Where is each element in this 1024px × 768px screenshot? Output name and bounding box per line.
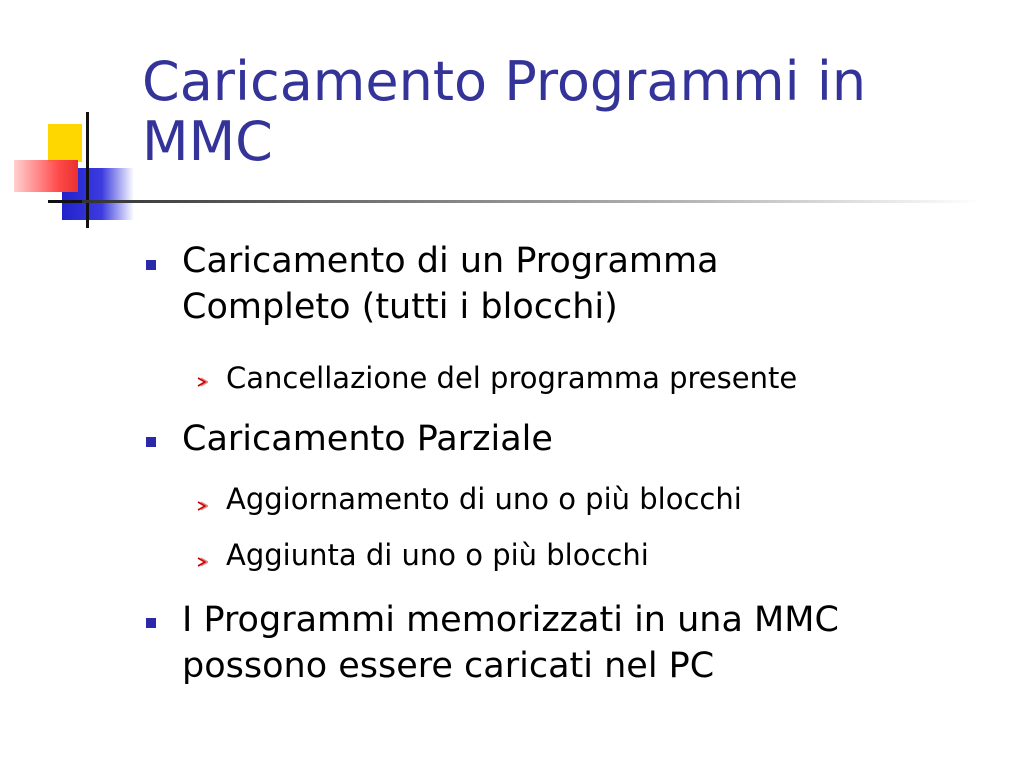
arrow-bullet-icon <box>196 556 208 568</box>
bullet-item-3-line-2: possono essere caricati nel PC <box>182 646 715 686</box>
arrow-bullet-icon <box>196 376 208 388</box>
bullet-item-3-line-1: I Programmi memorizzati in una MMC <box>182 600 839 640</box>
vertical-line <box>86 112 89 228</box>
bullet-item-3 <box>182 597 839 689</box>
title-divider <box>82 200 982 203</box>
bullet-item-2 <box>182 416 553 462</box>
bullet-item-1 <box>182 238 719 330</box>
red-square <box>14 160 78 192</box>
sub-item-1-1: Cancellazione del programma presente <box>226 361 798 395</box>
square-bullet-icon <box>146 437 156 447</box>
square-bullet-icon <box>146 260 156 270</box>
square-bullet-icon <box>146 618 156 628</box>
yellow-square <box>48 124 82 162</box>
bullet-item-2-line-1: Caricamento Parziale <box>182 419 553 459</box>
slide-title <box>142 52 1002 172</box>
bullet-item-1-line-1: Caricamento di un Programma <box>182 241 719 281</box>
sub-item-2-2: Aggiunta di uno o più blocchi <box>226 538 649 572</box>
slide-title-line-1: Caricamento Programmi in <box>142 50 867 113</box>
decorative-logo <box>0 0 150 240</box>
sub-item-2-1: Aggiornamento di uno o più blocchi <box>226 482 742 516</box>
bullet-item-1-line-2: Completo (tutti i blocchi) <box>182 287 618 327</box>
slide-title-line-2: MMC <box>142 110 273 173</box>
arrow-bullet-icon <box>196 500 208 512</box>
